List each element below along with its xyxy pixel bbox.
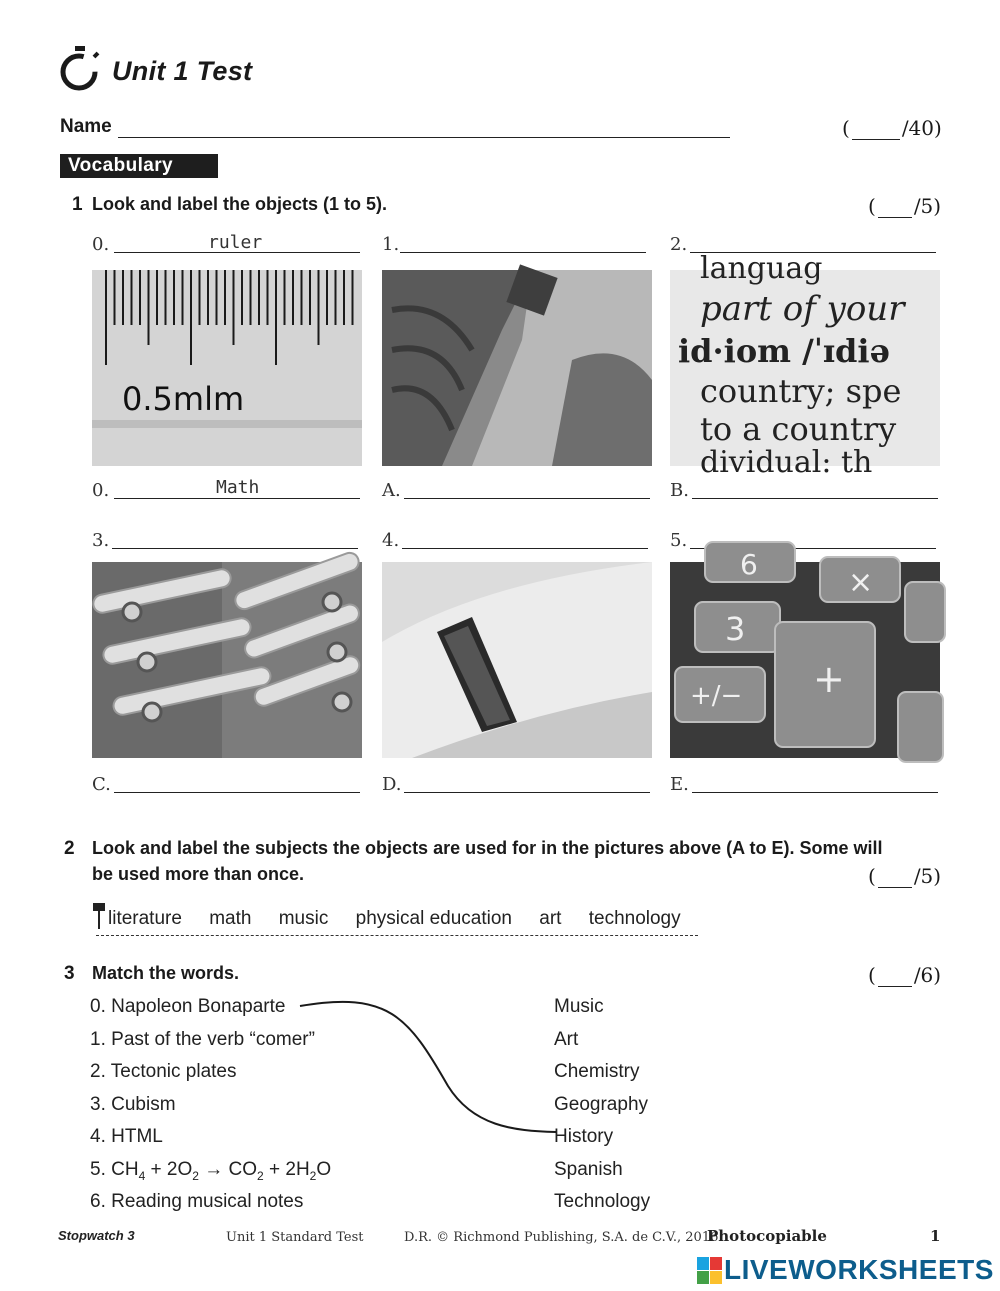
dict-line-1: languag xyxy=(700,251,823,286)
q2-instructions-line2: be used more than once. xyxy=(92,864,305,884)
match-right-list xyxy=(554,996,650,1224)
answer-math: Math xyxy=(216,477,260,498)
word-technology: technology xyxy=(588,908,681,929)
calc-key-plus: + xyxy=(813,657,845,701)
q2-score-label: /5) xyxy=(913,864,942,888)
match-left-item-0[interactable] xyxy=(90,996,331,1029)
arrow-icon: → xyxy=(198,1158,229,1180)
match-left-item-2[interactable] xyxy=(90,1061,331,1094)
formula-part: CH xyxy=(111,1158,139,1180)
label-C: C. xyxy=(92,774,111,795)
match-text: Cubism xyxy=(111,1093,176,1115)
label-A: A. xyxy=(382,480,401,501)
dict-line-4: country; spe xyxy=(700,372,902,410)
answer-ruler: ruler xyxy=(208,232,263,253)
match-num: 1. xyxy=(90,1028,106,1050)
total-score-field[interactable] xyxy=(852,139,900,140)
match-left-item-1[interactable] xyxy=(90,1029,331,1062)
footer-test-name: Unit 1 Standard Test xyxy=(226,1230,364,1245)
q3-instructions: Match the words. xyxy=(92,963,240,983)
formula-part: CO xyxy=(228,1158,258,1180)
q2-score: ( /5) xyxy=(868,864,942,888)
formula-part: O xyxy=(316,1158,332,1180)
answer-line-E[interactable] xyxy=(692,792,938,793)
label-2: 2. xyxy=(670,234,688,255)
label-0-top: 0. xyxy=(92,234,110,255)
label-B: B. xyxy=(670,480,689,501)
match-left-item-4[interactable] xyxy=(90,1126,331,1159)
label-3: 3. xyxy=(92,530,110,551)
calc-key-times: × xyxy=(848,565,874,600)
formula-part: + 2O xyxy=(145,1158,193,1180)
word-art: art xyxy=(539,908,562,929)
match-right-item-art[interactable]: Art xyxy=(554,1028,579,1050)
q2-instructions-line1: Look and label the subjects the objects are used for in the pictures above (A to E). Some will xyxy=(92,838,883,858)
match-text: Past of the verb “comer” xyxy=(111,1028,315,1050)
label-4: 4. xyxy=(382,530,400,551)
answer-line-4[interactable] xyxy=(402,548,648,549)
match-left-item-3[interactable] xyxy=(90,1094,331,1127)
match-right-item-technology[interactable]: Technology xyxy=(554,1191,651,1212)
formula-part: + 2H xyxy=(263,1158,310,1180)
match-text: Reading musical notes xyxy=(111,1191,304,1212)
calc-key-plus-minus: +/− xyxy=(690,681,743,711)
liveworksheets-watermark: LIVEWORKSHEETS xyxy=(724,1254,994,1285)
match-right-item-music[interactable]: Music xyxy=(554,996,604,1017)
label-5: 5. xyxy=(670,530,688,551)
answer-line-0-subject[interactable] xyxy=(114,498,360,499)
match-num: 5. xyxy=(90,1158,106,1180)
ruler-text: 0.5mlm xyxy=(122,380,245,418)
match-right-item-chemistry[interactable]: Chemistry xyxy=(554,1061,640,1082)
answer-line-A[interactable] xyxy=(404,498,650,499)
q3-number: 3 xyxy=(64,963,75,984)
word-bank xyxy=(96,908,703,930)
q1-number: 1 xyxy=(72,194,83,215)
word-literature: literature xyxy=(108,908,182,929)
q3-score-field[interactable] xyxy=(878,986,912,987)
answer-line-3[interactable] xyxy=(112,548,358,549)
whistle-image xyxy=(382,562,652,758)
label-0-bottom: 0. xyxy=(92,480,110,501)
dict-line-3: id·iom /ˈɪdiə xyxy=(678,332,890,370)
match-text: Tectonic plates xyxy=(110,1061,237,1082)
word-music: music xyxy=(278,908,329,929)
q3-score-label: /6) xyxy=(913,963,942,987)
formula-sub: 4 xyxy=(138,1168,146,1183)
q2-number: 2 xyxy=(64,838,75,859)
dictionary-image xyxy=(670,251,940,480)
match-num: 3. xyxy=(90,1093,106,1115)
q1-score-label: /5) xyxy=(913,194,942,218)
label-1: 1. xyxy=(382,234,400,255)
label-E: E. xyxy=(670,774,689,795)
match-text: HTML xyxy=(111,1126,163,1147)
stopwatch-icon xyxy=(58,44,104,94)
q1-score: ( /5) xyxy=(868,194,942,218)
answer-line-D[interactable] xyxy=(404,792,650,793)
dict-line-2: part of your xyxy=(700,289,905,329)
match-connector-line xyxy=(298,996,560,1136)
name-field[interactable] xyxy=(118,137,730,138)
footer-brand: Stopwatch 3 xyxy=(58,1228,135,1243)
section-vocabulary: Vocabulary xyxy=(60,154,218,178)
q1-score-field[interactable] xyxy=(878,217,912,218)
match-left-list xyxy=(90,996,331,1224)
match-num: 0. xyxy=(90,996,106,1017)
calculator-image xyxy=(670,548,940,758)
answer-line-C[interactable] xyxy=(114,792,360,793)
word-physical-education: physical education xyxy=(355,908,512,929)
match-num: 2. xyxy=(90,1061,106,1082)
dict-line-5: to a country xyxy=(700,410,897,448)
q1-instructions: Look and label the objects (1 to 5). xyxy=(92,194,388,214)
word-math: math xyxy=(209,908,252,929)
footer-page-number: 1 xyxy=(930,1227,941,1245)
match-right-item-spanish[interactable]: Spanish xyxy=(554,1158,623,1180)
liveworksheets-logo-icon xyxy=(697,1257,723,1285)
match-right-item-history[interactable]: History xyxy=(554,1126,614,1147)
match-num: 6. xyxy=(90,1191,106,1212)
formula-sub: 2 xyxy=(192,1168,199,1183)
name-label: Name xyxy=(60,116,112,137)
dict-line-6: dividual: th xyxy=(700,445,873,480)
match-left-item-5[interactable] xyxy=(90,1159,331,1192)
sneaker-laces-image xyxy=(92,562,362,758)
footer-photocopiable: Photocopiable xyxy=(707,1227,827,1245)
q3-score: ( /6) xyxy=(868,963,942,987)
label-D: D. xyxy=(382,774,402,795)
formula-sub: 2 xyxy=(309,1168,317,1183)
calc-key-3: 3 xyxy=(725,610,746,648)
answer-line-1[interactable] xyxy=(400,252,646,253)
shoe-image xyxy=(382,270,652,466)
match-text: Napoleon Bonaparte xyxy=(111,996,286,1017)
page-title: Unit 1 Test xyxy=(112,56,253,86)
match-num: 4. xyxy=(90,1126,106,1147)
word-bank-divider xyxy=(96,935,698,936)
calc-key-6: 6 xyxy=(740,548,758,581)
q2-score-field[interactable] xyxy=(878,887,912,888)
answer-line-B[interactable] xyxy=(692,498,938,499)
total-score: ( /40) xyxy=(842,116,942,140)
total-score-label: /40) xyxy=(901,116,942,140)
match-left-item-6[interactable] xyxy=(90,1191,331,1224)
match-right-item-geography[interactable]: Geography xyxy=(554,1093,649,1115)
chemical-formula xyxy=(111,1158,332,1183)
footer-copyright: D.R. © Richmond Publishing, S.A. de C.V., 2016 xyxy=(404,1230,719,1245)
ruler-image xyxy=(92,270,362,466)
formula-sub: 2 xyxy=(257,1168,264,1183)
